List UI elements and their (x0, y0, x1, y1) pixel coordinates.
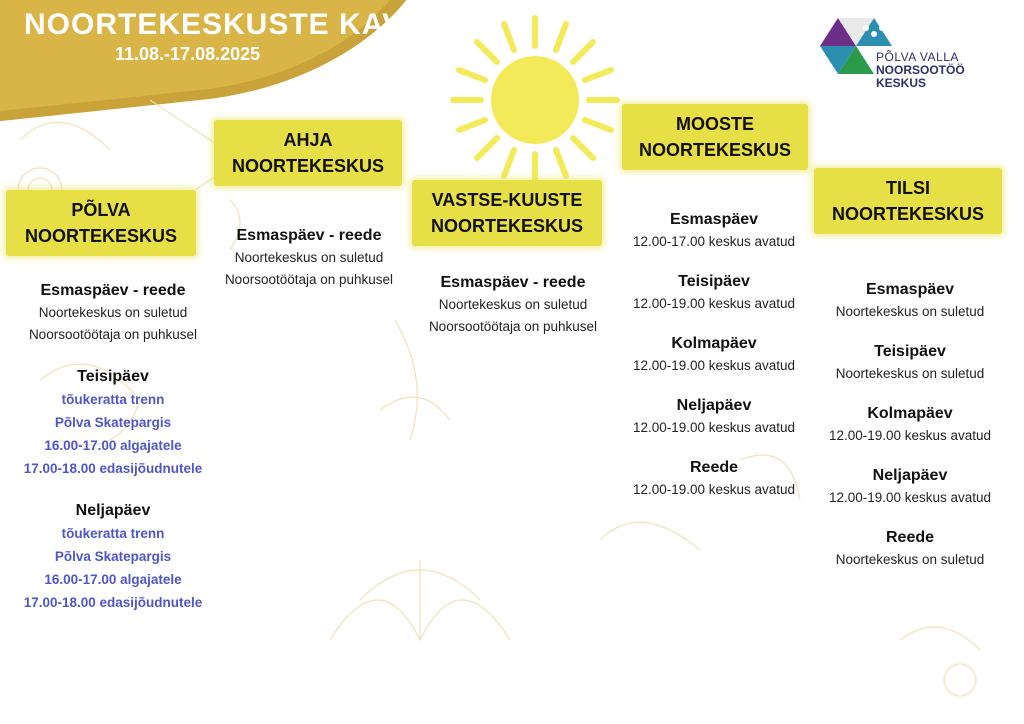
schedule-line: Noortekeskus on suletud (835, 366, 985, 381)
schedule-line: 12.00-19.00 keskus avatud (828, 490, 992, 505)
label-ahja (214, 120, 402, 186)
activity-line: 17.00-18.00 edasijõudnutele (23, 461, 203, 476)
day-heading: Neljapäev (676, 397, 752, 414)
schedule-line: 12.00-19.00 keskus avatud (632, 358, 796, 373)
label-tilsi (814, 168, 1002, 234)
day-heading: Esmaspäev - reede (236, 227, 382, 244)
day-heading: Teisipäev (77, 368, 149, 385)
logo-line-1: PÕLVA VALLA (876, 50, 959, 64)
day-heading: Kolmapäev (671, 335, 757, 352)
label-tilsi-line-b: NOORTEKESKUS (831, 204, 984, 224)
day-heading: Esmaspäev - reede (440, 274, 586, 291)
column-polva (0, 280, 226, 614)
label-ahja-line-a: AHJA (283, 130, 333, 150)
schedule-line: Noortekeskus on suletud (38, 305, 188, 320)
schedule-line: 12.00-19.00 keskus avatud (632, 296, 796, 311)
schedule-line: Noortekeskus on suletud (234, 250, 384, 265)
column-tilsi (808, 279, 1012, 571)
day-heading: Neljapäev (872, 467, 948, 484)
column-mooste (612, 209, 816, 501)
day-heading: Kolmapäev (867, 405, 953, 422)
schedule-line: Noorsootöötaja on puhkusel (28, 327, 198, 342)
label-tilsi-line-a: TILSI (885, 178, 930, 198)
label-polva-line-a: PÕLVA (71, 200, 131, 220)
day-heading: Neljapäev (75, 502, 151, 519)
label-mooste-line-b: NOORTEKESKUS (638, 140, 791, 160)
schedule-line: Noortekeskus on suletud (438, 297, 588, 312)
activity-line: tõukeratta trenn (61, 526, 165, 541)
day-heading: Esmaspäev (669, 211, 759, 228)
column-ahja (204, 225, 414, 291)
day-heading: Reede (689, 459, 739, 476)
label-vastse-kuuste (412, 180, 602, 246)
day-heading: Teisipäev (678, 273, 750, 290)
schedule-line: 12.00-19.00 keskus avatud (632, 420, 796, 435)
column-vastse-kuuste (408, 272, 618, 338)
schedule-line: Noorsootöötaja on puhkusel (428, 319, 598, 334)
activity-line: Põlva Skatepargis (54, 549, 172, 564)
activity-line: Põlva Skatepargis (54, 415, 172, 430)
day-heading: Teisipäev (874, 343, 946, 360)
activity-line: 16.00-17.00 algajatele (44, 572, 182, 587)
label-mooste (622, 104, 808, 170)
label-vastse-line-b: NOORTEKESKUS (430, 216, 583, 236)
activity-line: tõukeratta trenn (61, 392, 165, 407)
schedule-line: 12.00-19.00 keskus avatud (828, 428, 992, 443)
label-polva-line-b: NOORTEKESKUS (24, 226, 177, 246)
label-polva (6, 190, 196, 256)
date-range: 11.08.-17.08.2025 (115, 44, 261, 64)
page-title: NOORTEKESKUSTE KAVA (24, 8, 424, 41)
schedule-line: 12.00-19.00 keskus avatud (632, 482, 796, 497)
schedule-line: 12.00-17.00 keskus avatud (632, 234, 796, 249)
label-vastse-line-a: VASTSE-KUUSTE (431, 190, 583, 210)
label-mooste-line-a: MOOSTE (675, 114, 754, 134)
day-heading: Reede (885, 529, 935, 546)
schedule-line: Noortekeskus on suletud (835, 552, 985, 567)
logo-line-3: KESKUS (876, 76, 927, 90)
activity-line: 16.00-17.00 algajatele (44, 438, 182, 453)
logo-line-2: NOORSOOTÖÖ (876, 63, 965, 77)
schedule-line: Noorsootöötaja on puhkusel (224, 272, 394, 287)
label-ahja-line-b: NOORTEKESKUS (231, 156, 384, 176)
logo-text (876, 51, 965, 90)
day-heading: Esmaspäev (865, 281, 955, 298)
day-heading: Esmaspäev - reede (40, 282, 186, 299)
schedule-line: Noortekeskus on suletud (835, 304, 985, 319)
activity-line: 17.00-18.00 edasijõudnutele (23, 595, 203, 610)
